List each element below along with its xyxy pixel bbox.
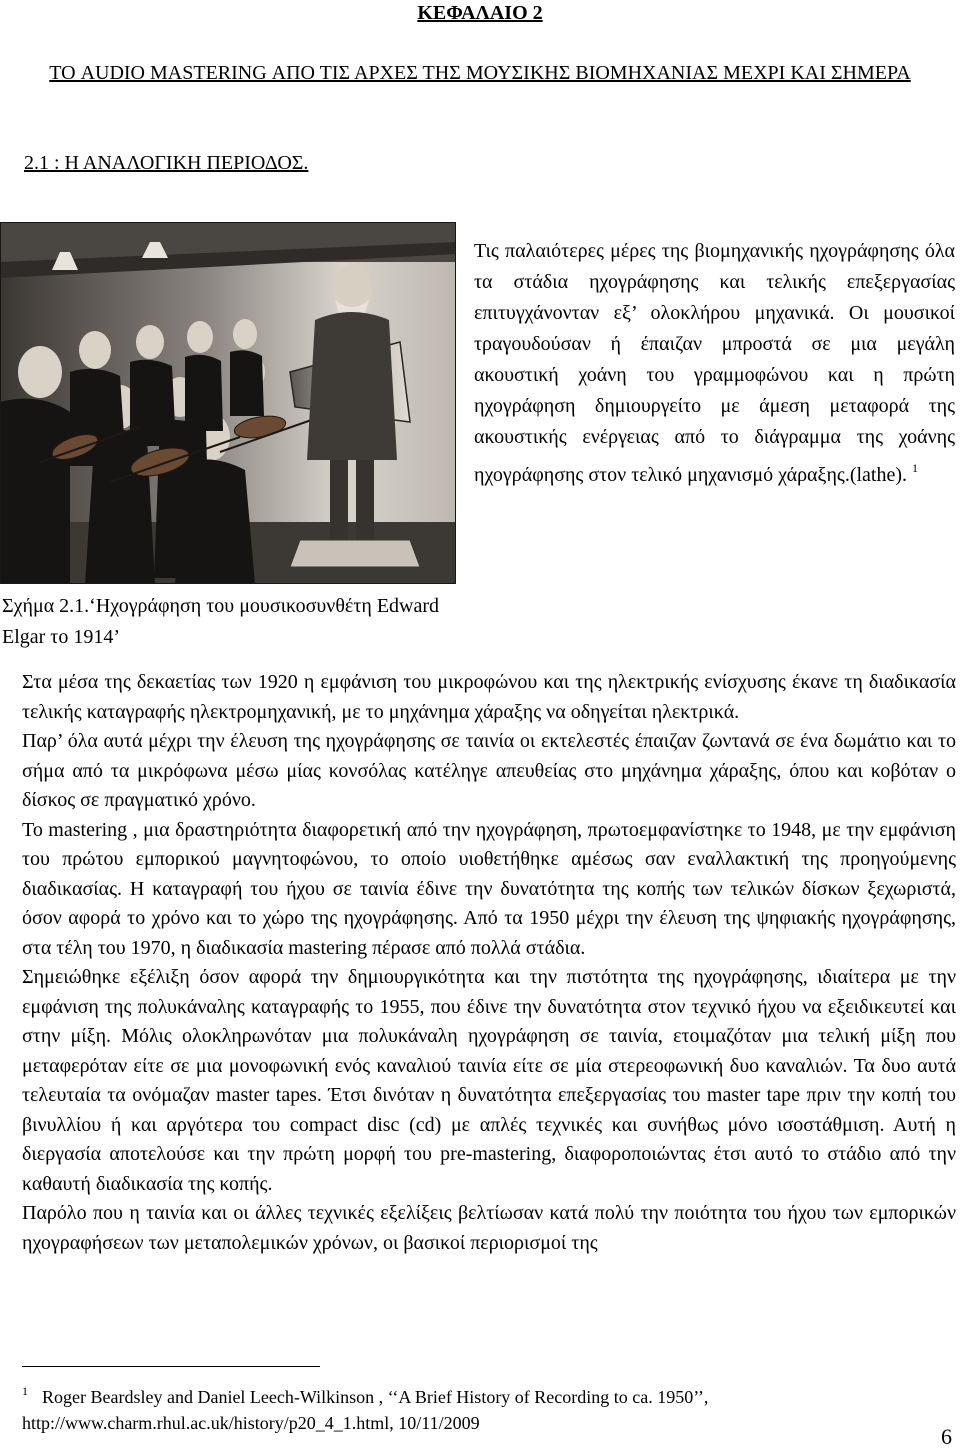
section-heading: 2.1 : Η ΑΝΑΛΟΓΙΚΗ ΠΕΡΙΟΔΟΣ.	[24, 152, 309, 174]
chapter-subtitle: ΤΟ AUDIO MASTERING ΑΠΟ ΤΙΣ ΑΡΧΕΣ ΤΗΣ ΜΟΥΣΙΚΗΣ ΒΙΟΜΗΧΑΝΙΑΣ ΜΕΧΡΙ ΚΑΙ ΣΗΜΕΡΑ	[49, 62, 911, 84]
elgar-recording-photo	[0, 222, 456, 584]
body-text	[22, 668, 956, 1258]
figure-caption: Σχήμα 2.1.‘Ηχογράφηση του μουσικοσυνθέτη Edward Elgar το 1914’	[2, 595, 440, 648]
footnote-text: Roger Beardsley and Daniel Leech-Wilkinson , ‘‘A Brief History of Recording to ca. 1950’’, http://www.charm.rhul.ac.uk/history/p20_4_1.html, 10/11/2009	[22, 1387, 709, 1433]
paragraph: Σημειώθηκε εξέλιξη όσον αφορά την δημιουργικότητα και την πιστότητα της ηχογράφησης, ιδιαίτερα με την εμφάνιση της πολυκάναλης καταγραφής το 1955, που έδινε την δυνατότητα στον τεχνικό ήχου να εξειδικευτεί και στην μίξη. Μόλις ολοκληρωνόταν μια πολυκάναλη ηχογράφηση σε ταινία, ετοιμαζόταν μια τελική μίξη που μεταφερόταν είτε σε μια μονοφωνική ενός καναλιού ταινία είτε σε μία στερεοφωνική δυο καναλιών. Τα δυο αυτά τελευταία τα ονόμαζαν master tapes. Έτσι δινόταν η δυνατότητα επεξεργασίας του master tape πριν την κοπή του βινυλλίου ή και αργότερα του compact disc (cd) με απλές τεχνικές και συνήθως μόνο ισοστάθμιση. Αυτή η διεργασία αποτελούσε και την πρώτη μορφή του pre-mastering, διαφοροποιώντας έτσι αυτό το στάδιο από την καθαυτή διαδικασία της κοπής.	[22, 966, 956, 1195]
figure-side-text	[474, 236, 955, 491]
page-number: 6	[941, 1424, 952, 1449]
footnote-reference: 1	[912, 461, 919, 475]
paragraph: Στα μέσα της δεκαετίας των 1920 η εμφάνιση του μικροφώνου και της ηλεκτρικής ενίσχυσης έκανε τη διαδικασία τελικής καταγραφής ηλεκτρομηχανική, με το μηχάνημα χάραξης να οδηγείται ηλεκτρικά.	[22, 671, 956, 723]
footnote	[22, 1378, 952, 1436]
paragraph: Παρόλο που η ταινία και οι άλλες τεχνικές εξελίξεις βελτίωσαν κατά πολύ την ποιότητα του ήχου των εμπορικών ηχογραφήσεων των μεταπολεμικών χρόνων, οι βασικοί περιορισμοί της	[22, 1202, 956, 1254]
footnote-number: 1	[22, 1384, 28, 1398]
paragraph: Παρ’ όλα αυτά μέχρι την έλευση της ηχογράφησης σε ταινία οι εκτελεστές έπαιζαν ζωντανά σε ένα δωμάτιο και το σήμα από τα μικρόφωνα μέσω μίας κονσόλας κατέληγε απευθείας στο μηχάνημα χάραξης, όπου και κοβόταν ο δίσκος σε πραγματικό χρόνο.	[22, 730, 956, 811]
chapter-title: ΚΕΦΑΛΑΙΟ 2	[417, 2, 543, 24]
footnote-divider	[22, 1366, 320, 1367]
paragraph: Το mastering , μια δραστηριότητα διαφορετική από την ηχογράφηση, πρωτοεμφανίστηκε το 1948, με την εμφάνιση του πρώτου εμπορικού μαγνητοφώνου, το οποίο υιοθετήθηκε αμέσως σαν εναλλακτική της προηγούμενης διαδικασίας. Η καταγραφή του ήχου σε ταινία έδινε την δυνατότητα της κοπής των τελικών δίσκων ξεχωριστά, όσον αφορά το χρόνο και το χώρο της ηχογράφησης. Από τα 1950 μέχρι την έλευση της ψηφιακής ηχογράφησης, στα τέλη του 1970, η διαδικασία mastering πέρασε από πολλά στάδια.	[22, 818, 956, 959]
intro-text: Τις παλαιότερες μέρες της βιομηχανικής ηχογράφησης όλα τα στάδια ηχογράφησης και τελικής επεξεργασίας επιτυγχάνονταν εξ’ ολοκλήρου μηχανικά. Οι μουσικοί τραγουδούσαν ή έπαιζαν μπροστά σε μια μεγάλη ακουστική χοάνη του γραμμοφώνου και η πρώτη ηχογράφηση δημιουργείτο με άμεση μεταφορά της ακουστικής ενέργειας από το διάγραμμα της χοάνης ηχογράφησης στον τελικό μηχανισμό χάραξης.(lathe).	[474, 240, 955, 486]
